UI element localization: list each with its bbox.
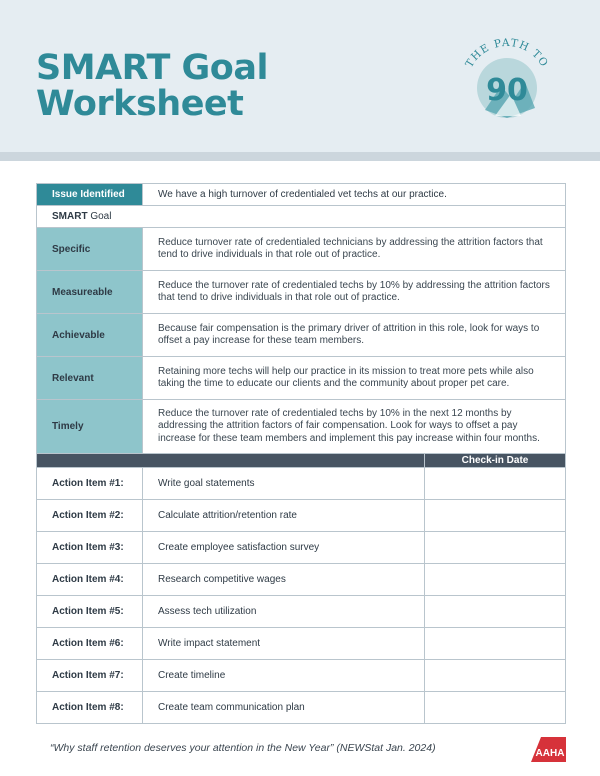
title-line-1: SMART Goal [36,48,268,88]
title-line-2: Worksheet [36,84,244,124]
issue-label: Issue Identified [37,184,143,206]
checkin-date-cell[interactable] [425,532,566,564]
action-label: Action Item #1: [37,468,143,500]
action-label: Action Item #7: [37,660,143,692]
action-text: Write impact statement [143,628,425,660]
action-row [37,532,566,564]
action-row [37,468,566,500]
action-row [37,660,566,692]
issue-row [37,184,566,206]
action-text: Create timeline [143,660,425,692]
aaha-logo-text: AAHA [535,748,565,759]
action-row [37,564,566,596]
path-to-90-logo [455,30,559,130]
action-row [37,692,566,724]
action-text: Create team communication plan [143,692,425,724]
logo-arc-text: THE PATH TO [463,36,551,70]
action-label: Action Item #2: [37,500,143,532]
checkin-bar-spacer [37,454,425,468]
checkin-date-cell[interactable] [425,500,566,532]
action-text: Calculate attrition/retention rate [143,500,425,532]
action-row [37,628,566,660]
action-text: Assess tech utilization [143,596,425,628]
checkin-date-header: Check-in Date [425,454,566,468]
action-label: Action Item #4: [37,564,143,596]
page-title [36,50,268,122]
checkin-date-cell[interactable] [425,596,566,628]
checkin-date-cell[interactable] [425,564,566,596]
checkin-header-row [37,454,566,468]
smart-bold: SMART [52,211,88,222]
criteria-label-measureable: Measureable [37,271,143,314]
criteria-text-relevant: Retaining more techs will help our practice in its mission to treat more pets while also taking the time to educate our clients and the community about proper pet care. [143,357,566,400]
smart-goal-header [37,206,566,228]
action-label: Action Item #8: [37,692,143,724]
issue-text: We have a high turnover of credentialed vet techs at our practice. [143,184,566,206]
criteria-label-specific: Specific [37,228,143,271]
smart-goal-header-row [37,206,566,228]
smart-worksheet-table [36,183,566,724]
criteria-text-timely: Reduce the turnover rate of credentialed techs by 10% in the next 12 months by addressing the attrition factors of fair compensation. Look for ways to offset a pay increase for these team members and implement this pay increase within four months. [143,400,566,454]
criteria-label-achievable: Achievable [37,314,143,357]
criteria-row [37,400,566,454]
action-label: Action Item #5: [37,596,143,628]
action-label: Action Item #3: [37,532,143,564]
criteria-row [37,271,566,314]
criteria-label-timely: Timely [37,400,143,454]
criteria-text-measureable: Reduce the turnover rate of credentialed techs by 10% by addressing the attrition factors that tend to drive individuals in that role out of practice. [143,271,566,314]
smart-goal-word: Goal [87,211,112,222]
action-text: Research competitive wages [143,564,425,596]
action-text: Create employee satisfaction survey [143,532,425,564]
action-row [37,500,566,532]
checkin-date-cell[interactable] [425,692,566,724]
action-label: Action Item #6: [37,628,143,660]
aaha-logo [531,737,566,762]
logo-number: 90 [486,73,528,108]
criteria-row [37,228,566,271]
action-row [37,596,566,628]
criteria-label-relevant: Relevant [37,357,143,400]
criteria-text-achievable: Because fair compensation is the primary driver of attrition in this role, look for ways to offset a pay increase for these team members. [143,314,566,357]
checkin-date-cell[interactable] [425,468,566,500]
citation-text: “Why staff retention deserves your attention in the New Year” (NEWStat Jan. 2024) [50,742,436,754]
checkin-date-cell[interactable] [425,660,566,692]
checkin-date-cell[interactable] [425,628,566,660]
criteria-text-specific: Reduce turnover rate of credentialed technicians by addressing the attrition factors that tend to drive individuals in that role out of practice. [143,228,566,271]
action-text: Write goal statements [143,468,425,500]
criteria-row [37,314,566,357]
header-divider [0,152,600,161]
criteria-row [37,357,566,400]
